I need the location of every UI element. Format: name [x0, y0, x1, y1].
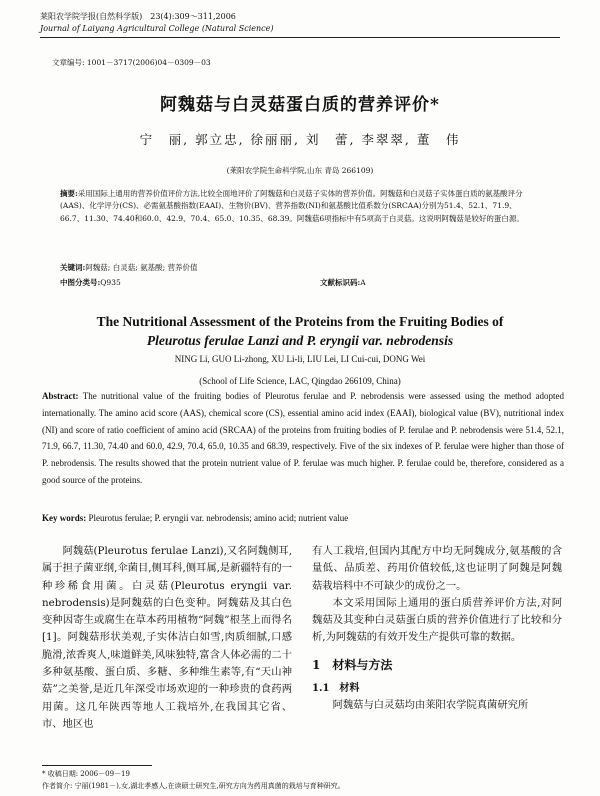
body-right-paragraph-1: 有人工栽培,但国内其配方中均无阿魏成分,氨基酸的含量低、品质差、药用价值较低,这也证明了阿魏是阿魏菇栽培料中不可缺少的成份之一。 — [312, 545, 562, 592]
footnote-rule — [42, 765, 152, 766]
abstract-en-text: The nutritional value of the fruiting bodies of Pleurotus ferulae and P. nebrodensis were assessed using the method adopted internationally. The amino acid score (AAS), chemical score (CS), essential amino acid index (EAAI), biological value (BV), nutritional index (NI) and score of ratio coefficient of amino acid (SRCAA) of the proteins from fruiting bodies of P. ferulae and P. nebrodensis were 51.4, 52.1, 71.9, 66.7, 11.30, 74.40 and 60.0, 42.9, 70.4, 65.0, 10.35 and 68.39, respectively. Five of the six indexes of P. ferulae were higher than those of P. nebrodensis. The results showed that the protein nutrient value of P. ferulae was much higher. P. ferulae could be, therefore, considered as a good source of the proteins. — [42, 391, 564, 485]
footnote-received: * 收稿日期: 2006－09－19 — [42, 770, 130, 778]
keywords-cn-label: 关键词: — [60, 263, 86, 272]
title-en-line1: The Nutritional Assessment of the Proteins from the Fruiting Bodies of — [96, 314, 504, 329]
keywords-cn-text: 阿魏菇; 白灵菇; 氨基酸; 营养价值 — [85, 263, 198, 272]
journal-header-cn: 莱阳农学院学报(自然科学版) 23(4):309～311,2006 — [40, 12, 236, 21]
doc-code-cn-label: 文献标识码: — [320, 278, 361, 287]
affiliation-cn: (莱阳农学院生命科学院,山东 青岛 266109) — [226, 166, 374, 175]
abstract-en-label: Abstract: — [42, 391, 79, 401]
abstract-en — [42, 388, 564, 489]
authors-cn: 宁 丽, 郭立忠, 徐丽丽, 刘 蕾, 李翠翠, 董 伟 — [139, 132, 461, 147]
affiliation-en: (School of Life Science, LAC, Qingdao 266109, China) — [199, 376, 401, 386]
body-left-column — [42, 543, 292, 733]
clc-cn-text: Q935 — [100, 278, 121, 287]
journal-header-en: Journal of Laiyang Agricultural College (Natural Science) — [40, 24, 274, 33]
abstract-cn — [60, 188, 540, 225]
section-title: 1 材料与方法 — [312, 657, 393, 672]
doc-code-cn-text: A — [360, 278, 366, 287]
clc-cn-label: 中图分类号: — [60, 278, 101, 287]
title-en-line2: Pleurotus ferulae Lanzi and P. eryngii var. nebrodensis — [146, 333, 454, 348]
keywords-en-label: Key words: — [42, 513, 87, 523]
keywords-en — [42, 513, 562, 523]
abstract-cn-text: 采用国际上通用的营养价值评价方法,比较全面地评价了阿魏菇和白灵菇子实体的营养价值。阿魏菇和白灵菇子实体蛋白质的氨基酸评分(AAS)、化学评分(CS)、必需氨基酸指数(EAAI)、生物价(BV)、营养指数(NI)和氨基酸比值系数分(SRCAA)分别为51.4、52.1、71.9、66.7、11.30、74.40和60.0、42.9、70.4、65.0、10.35、68.39。阿魏菇6项指标中有5项高于白灵菇。这说明阿魏菇是较好的蛋白源。 — [60, 189, 524, 223]
title-cn: 阿魏菇与白灵菇蛋白质的营养评价* — [160, 95, 440, 115]
authors-en: NING Li, GUO Li-zhong, XU Li-li, LIU Lei, LI Cui-cui, DONG Wei — [174, 354, 426, 364]
body-right-column — [312, 543, 562, 715]
keywords-en-text: Pleurotus ferulae; P. eryngii var. nebrodensis; amino acid; nutrient value — [88, 513, 349, 523]
abstract-cn-label: 摘要: — [60, 189, 78, 198]
footnote-author: 作者简介: 宁丽(1981－),女,湖北孝感人,在读硕士研究生,研究方向为药用真菌的栽培与育种研究。 — [42, 782, 345, 790]
body-right-paragraph-2: 本文采用国际上通用的蛋白质营养评价方法,对阿魏菇及其变种白灵菇蛋白质的营养价值进行了比较和分析,为阿魏菇的有效开发生产提供可靠的数据。 — [312, 596, 562, 644]
title-en — [40, 312, 560, 350]
keywords-cn — [60, 262, 540, 274]
body-right-paragraph-3: 阿魏菇与白灵菇均由莱阳农学院真菌研究所 — [332, 699, 529, 712]
doc-code-cn — [320, 277, 520, 289]
article-id: 文章编号: 1001－3717(2006)04－0309－03 — [52, 58, 211, 67]
header-rule — [40, 37, 560, 38]
body-left-paragraph: 阿魏菇(Pleurotus ferulae Lanzi),又名阿魏侧耳,属于担子菌亚纲,伞菌目,侧耳科,侧耳属,是新疆特有的一种珍稀食用菌。白灵菇(Pleurotus eryngii var. nebrodensis)是阿魏菇的白色变种。阿魏菇及其白色变种因寄生或腐生在草本药用植物“阿魏”根茎上而得名[1]。阿魏菇形状美观,子实体洁白如雪,肉质细腻,口感脆滑,浓香爽人,味道鲜美,风味独特,富含人体必需的二十多种氨基酸、蛋白质、多糖、多种维生素等,有“天山神菇”之美誉,是近几年深受市场欢迎的一种珍贵的食药两用菌。这几年陕西等地人工栽培外,在我国其它省、市、地区也 — [42, 545, 292, 730]
subsection-title: 1.1 材料 — [312, 683, 360, 695]
